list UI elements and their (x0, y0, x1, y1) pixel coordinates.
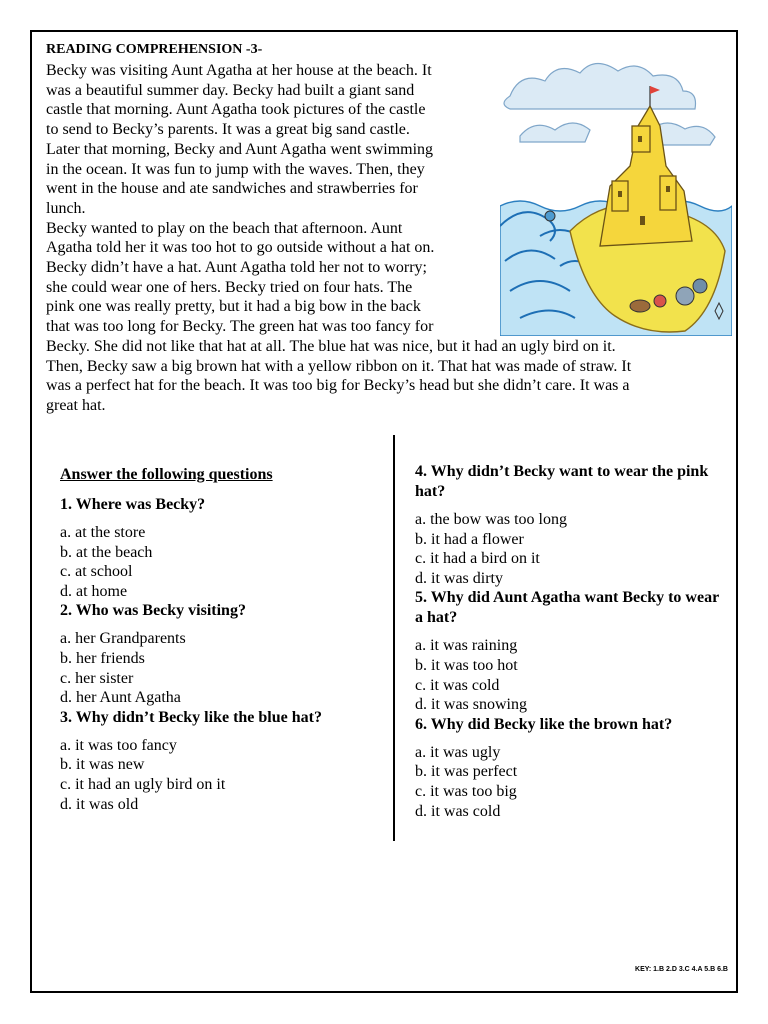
option: c. her sister (60, 669, 134, 687)
options-list (415, 743, 725, 821)
story-line: was a beautiful summer day. Becky had built a giant sand (46, 81, 415, 99)
sandcastle-illustration (500, 56, 732, 336)
options-list (415, 510, 725, 588)
option: d. at home (60, 582, 128, 600)
options-list (415, 636, 725, 714)
question-5: 5. Why did Aunt Agatha want Becky to wear a hat? (415, 589, 719, 627)
story-line: Later that morning, Becky and Aunt Agatha went swimming (46, 140, 434, 158)
option: d. it was cold (415, 802, 501, 820)
story-line: to send to Becky’s parents. It was a great big sand castle. (46, 121, 410, 139)
story-line: Becky didn’t have a hat. Aunt Agatha told her not to worry; (46, 259, 427, 277)
story-line: that was too long for Becky. The green hat was too fancy for (46, 318, 434, 336)
instructions-heading: Answer the following questions (60, 466, 273, 483)
question-4: 4. Why didn’t Becky want to wear the pink hat? (415, 463, 709, 500)
question-1: 1. Where was Becky? (60, 496, 206, 513)
option: b. it was new (60, 756, 145, 774)
questions-left-column (60, 465, 380, 814)
answer-key: KEY: 1.B 2.D 3.C 4.A 5.B 6.B (635, 966, 728, 973)
story-line: great hat. (46, 396, 106, 414)
option: a. it was ugly (415, 743, 501, 761)
option: c. at school (60, 563, 133, 581)
option: a. the bow was too long (415, 511, 567, 528)
questions-right-column (415, 462, 725, 821)
options-list (60, 523, 380, 601)
option: c. it was cold (415, 676, 500, 694)
story-line: Then, Becky saw a big brown hat with a yellow ribbon on it. That hat was made of straw. It (46, 357, 632, 375)
option: a. it was too fancy (60, 736, 177, 754)
story-line: in the ocean. It was fun to jump with the waves. Then, they (46, 160, 425, 178)
option: d. her Aunt Agatha (60, 689, 181, 707)
story-line: lunch. (46, 199, 86, 217)
story-line: was a perfect hat for the beach. It was too big for Becky’s head but she didn’t care. It was a (46, 377, 630, 395)
question-2: 2. Who was Becky visiting? (60, 602, 246, 620)
story-line: Agatha told her it was too hot to go outside without a hat on. (46, 239, 435, 257)
option: b. it was too hot (415, 656, 518, 674)
options-list (60, 629, 380, 707)
option: d. it was snowing (415, 696, 527, 714)
option: d. it was dirty (415, 569, 503, 587)
story-line: Becky wanted to play on the beach that afternoon. Aunt (46, 219, 403, 237)
option: c. it had an ugly bird on it (60, 775, 226, 793)
column-divider (393, 435, 395, 841)
option: d. it was old (60, 795, 139, 813)
option: c. it was too big (415, 782, 517, 800)
story-line: castle that morning. Aunt Agatha took pictures of the castle (46, 101, 426, 119)
story-line: went in the house and ate sandwiches and strawberries for (46, 180, 418, 198)
question-3: 3. Why didn’t Becky like the blue hat? (60, 708, 322, 726)
story-line: pink one was really pretty, but it had a big bow in the back (46, 298, 421, 316)
question-6: 6. Why did Becky like the brown hat? (415, 715, 673, 733)
option: a. at the store (60, 524, 146, 541)
story-line: Becky. She did not like that hat at all. The blue hat was nice, but it had an ugly bird on it. (46, 337, 616, 355)
option: b. her friends (60, 649, 145, 667)
option: a. her Grandparents (60, 630, 186, 648)
worksheet-title: READING COMPREHENSION -3- (46, 42, 263, 57)
option: b. at the beach (60, 543, 153, 561)
options-list (60, 736, 380, 814)
option: b. it had a flower (415, 530, 524, 548)
option: b. it was perfect (415, 763, 518, 781)
story-line: Becky was visiting Aunt Agatha at her house at the beach. It (46, 62, 432, 79)
option: a. it was raining (415, 637, 518, 655)
option: c. it had a bird on it (415, 550, 540, 568)
story-line: she could wear one of hers. Becky tried on four hats. The (46, 278, 413, 296)
